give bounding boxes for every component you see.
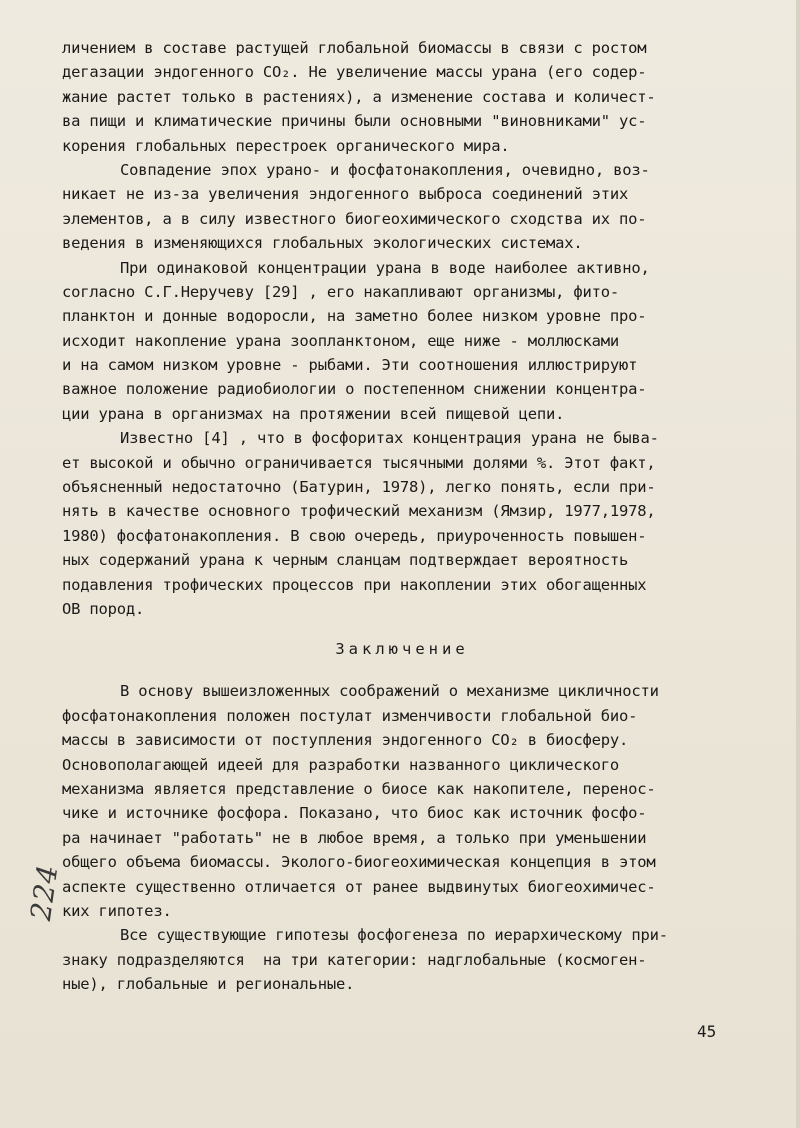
text-line: подавления трофических процессов при накоплении этих обогащенных — [62, 575, 647, 594]
text-line: личением в составе растущей глобальной биомассы в связи с ростом — [62, 39, 647, 57]
text-line: планктон и донные водоросли, на заметно более низком уровне про- — [62, 307, 647, 326]
text-line: согласно С.Г.Неручеву [29] , его накапливают организмы, фито- — [62, 282, 620, 301]
text-line: элементов, а в силу известного биогеохимического сходства их по- — [62, 209, 647, 228]
text-line: Известно [4] , что в фосфоритах концентрация урана не быва- — [120, 429, 659, 448]
text-line: При одинаковой концентрации урана в воде наиболее активно, — [120, 258, 650, 277]
text-line: аспекте существенно отличается от ранее выдвинутых биогеохимичес- — [62, 877, 656, 896]
text-line: нять в качестве основного трофический механизм (Ямзир, 1977,1978, — [62, 502, 656, 521]
text-line: дегазации эндогенного CO₂. Не увеличение массы урана (его содер- — [62, 63, 647, 82]
text-line: Совпадение эпох урано- и фосфатонакопления, очевидно, воз- — [120, 160, 650, 179]
text-line: Основополагающей идеей для разработки названного циклического — [62, 755, 620, 774]
text-line: ра начинает "работать" не в любое время, а только при уменьшении — [62, 828, 647, 847]
text-line: 1980) фосфатонакопления. В свою очередь, приуроченность повышен- — [62, 526, 647, 545]
text-line: общего объема биомассы. Эколого-биогеохимическая концепция в этом — [62, 853, 656, 872]
text-line: В основу вышеизложенных соображений о механизме цикличности — [120, 682, 659, 701]
text-line: исходит накопление урана зоопланктоном, еще ниже - моллюсками — [62, 331, 620, 350]
text-line: чике и источнике фосфора. Показано, что биос как источник фосфо- — [62, 804, 647, 823]
text-line: и на самом низком уровне - рыбами. Эти соотношения иллюстрируют — [62, 356, 638, 375]
text-line: ведения в изменяющихся глобальных экологических системах. — [62, 234, 583, 253]
text-line: ции урана в организмах на протяжении всей пищевой цепи. — [62, 404, 565, 423]
text-line: корения глобальных перестроек органического мира. — [62, 136, 510, 155]
text-line: механизма является представление о биосе как накопителе, перенос- — [62, 779, 656, 798]
text-line: фосфатонакопления положен постулат изменчивости глобальной био- — [62, 706, 638, 725]
typescript-body — [62, 36, 742, 996]
text-line: ных содержаний урана к черным сланцам подтверждает вероятность — [62, 551, 629, 570]
text-line: знаку подразделяются на три категории: надглобальные (космоген- — [62, 950, 647, 969]
text-line: ОВ пород. — [62, 599, 145, 618]
text-line: ет высокой и обычно ограничивается тысячными долями %. Этот факт, — [62, 453, 656, 472]
page-number: 45 — [697, 1022, 717, 1041]
text-line: объясненный недостаточно (Батурин, 1978), легко понять, если при- — [62, 478, 656, 497]
text-line: важное положение радиобиологии о постепенном снижении концентра- — [62, 380, 647, 399]
text-line: ких гипотез. — [62, 901, 172, 920]
text-line: ные), глобальные и региональные. — [62, 975, 355, 994]
text-line: жание растет только в растениях), а изменение состава и количест- — [62, 87, 656, 106]
section-heading: Заключение — [335, 640, 469, 659]
text-line: никает не из-за увеличения эндогенного выброса соединений этих — [62, 185, 629, 204]
text-line: массы в зависимости от поступления эндогенного CO₂ в биосферу. — [62, 731, 629, 750]
handwritten-margin-number: 224 — [24, 862, 65, 923]
text-line: ва пищи и климатические причины были основными "виновниками" ус- — [62, 112, 647, 131]
page-edge-shadow — [796, 0, 800, 1128]
text-line: Все существующие гипотезы фосфогенеза по иерархическому при- — [120, 926, 668, 945]
